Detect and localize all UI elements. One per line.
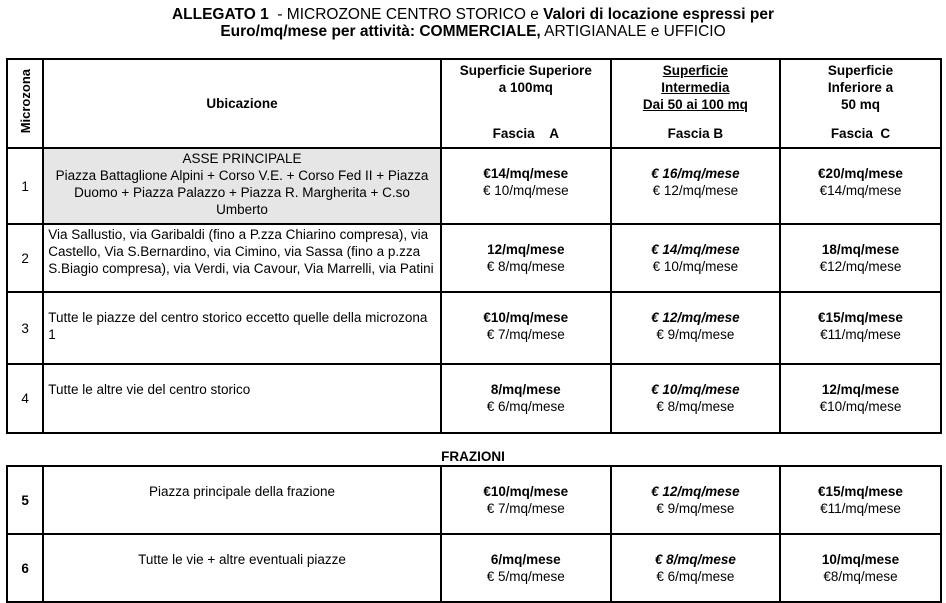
table-row	[7, 534, 941, 602]
fascia-b-header: Superficie Intermedia Dai 50 ai 100 mq Fascia B	[611, 59, 780, 148]
row-number: 2	[7, 224, 43, 292]
frazioni-heading: FRAZIONI	[441, 449, 505, 464]
microzona-header: Microzona	[7, 59, 43, 148]
fascia-c-header: Superficie Inferiore a 50 mq Fascia C	[780, 59, 941, 148]
row-number: 6	[7, 534, 43, 602]
title-line-2: Euro/mq/mese per attività: COMMERCIALE, ARTIGIANALE e UFFICIO	[220, 23, 726, 40]
fascia-b-value: € 16/mq/mese € 12/mq/mese	[611, 148, 780, 224]
fascia-c-value: €20/mq/mese €14/mq/mese	[780, 148, 941, 224]
fascia-b-value: € 14/mq/mese € 10/mq/mese	[611, 224, 780, 292]
table-row	[7, 466, 941, 534]
fascia-b-value: € 8/mq/mese € 6/mq/mese	[611, 534, 780, 602]
table-row	[7, 292, 941, 364]
fascia-b-value: € 12/mq/mese € 9/mq/mese	[611, 292, 780, 364]
fascia-c-value: €15/mq/mese €11/mq/mese	[780, 292, 941, 364]
document-title	[0, 6, 946, 40]
fascia-a-value: 12/mq/mese € 8/mq/mese	[441, 224, 611, 292]
fascia-b-value: € 10/mq/mese € 8/mq/mese	[611, 364, 780, 433]
row-location: Tutte le vie + altre eventuali piazze	[43, 534, 441, 602]
fascia-a-header: Superficie Superiore a 100mq Fascia A	[441, 59, 611, 148]
row-location: Tutte le piazze del centro storico eccetto quelle della microzona 1	[43, 292, 441, 364]
fascia-a-value: 8/mq/mese € 6/mq/mese	[441, 364, 611, 433]
row-location: Piazza principale della frazione	[43, 466, 441, 534]
fascia-c-value: 12/mq/mese €10/mq/mese	[780, 364, 941, 433]
frazioni-table	[6, 465, 942, 603]
row-location: Tutte le altre vie del centro storico	[43, 364, 441, 433]
table-header-row	[7, 59, 941, 148]
row-number: 5	[7, 466, 43, 534]
table-row	[7, 148, 941, 224]
ubicazione-header: Ubicazione	[43, 59, 441, 148]
fascia-b-value: € 12/mq/mese € 9/mq/mese	[611, 466, 780, 534]
row-number: 1	[7, 148, 43, 224]
table-row	[7, 224, 941, 292]
fascia-a-value: €10/mq/mese € 7/mq/mese	[441, 466, 611, 534]
fascia-c-value: €15/mq/mese €11/mq/mese	[780, 466, 941, 534]
row-number: 3	[7, 292, 43, 364]
fascia-c-value: 18/mq/mese €12/mq/mese	[780, 224, 941, 292]
table-row	[7, 364, 941, 433]
title-line-1: ALLEGATO 1 - MICROZONE CENTRO STORICO e Valori di locazione espressi per	[171, 6, 775, 23]
fascia-a-value: €14/mq/mese € 10/mq/mese	[441, 148, 611, 224]
fascia-a-value: 6/mq/mese € 5/mq/mese	[441, 534, 611, 602]
row-number: 4	[7, 364, 43, 433]
microzone-table	[6, 58, 942, 434]
fascia-c-value: 10/mq/mese €8/mq/mese	[780, 534, 941, 602]
fascia-a-value: €10/mq/mese € 7/mq/mese	[441, 292, 611, 364]
row-location: Via Sallustio, via Garibaldi (fino a P.zza Chiarino compresa), via Castello, Via S.Bernardino, via Cimino, via Sassa (fino a p.zza S.Biagio compresa), via Verdi, via Cavour, Via Marrelli, via Patini	[43, 224, 441, 292]
row-location: ASSE PRINCIPALE Piazza Battaglione Alpini + Corso V.E. + Corso Fed II + Piazza Duomo + Piazza Palazzo + Piazza R. Margherita + C.so Umberto	[43, 148, 441, 224]
